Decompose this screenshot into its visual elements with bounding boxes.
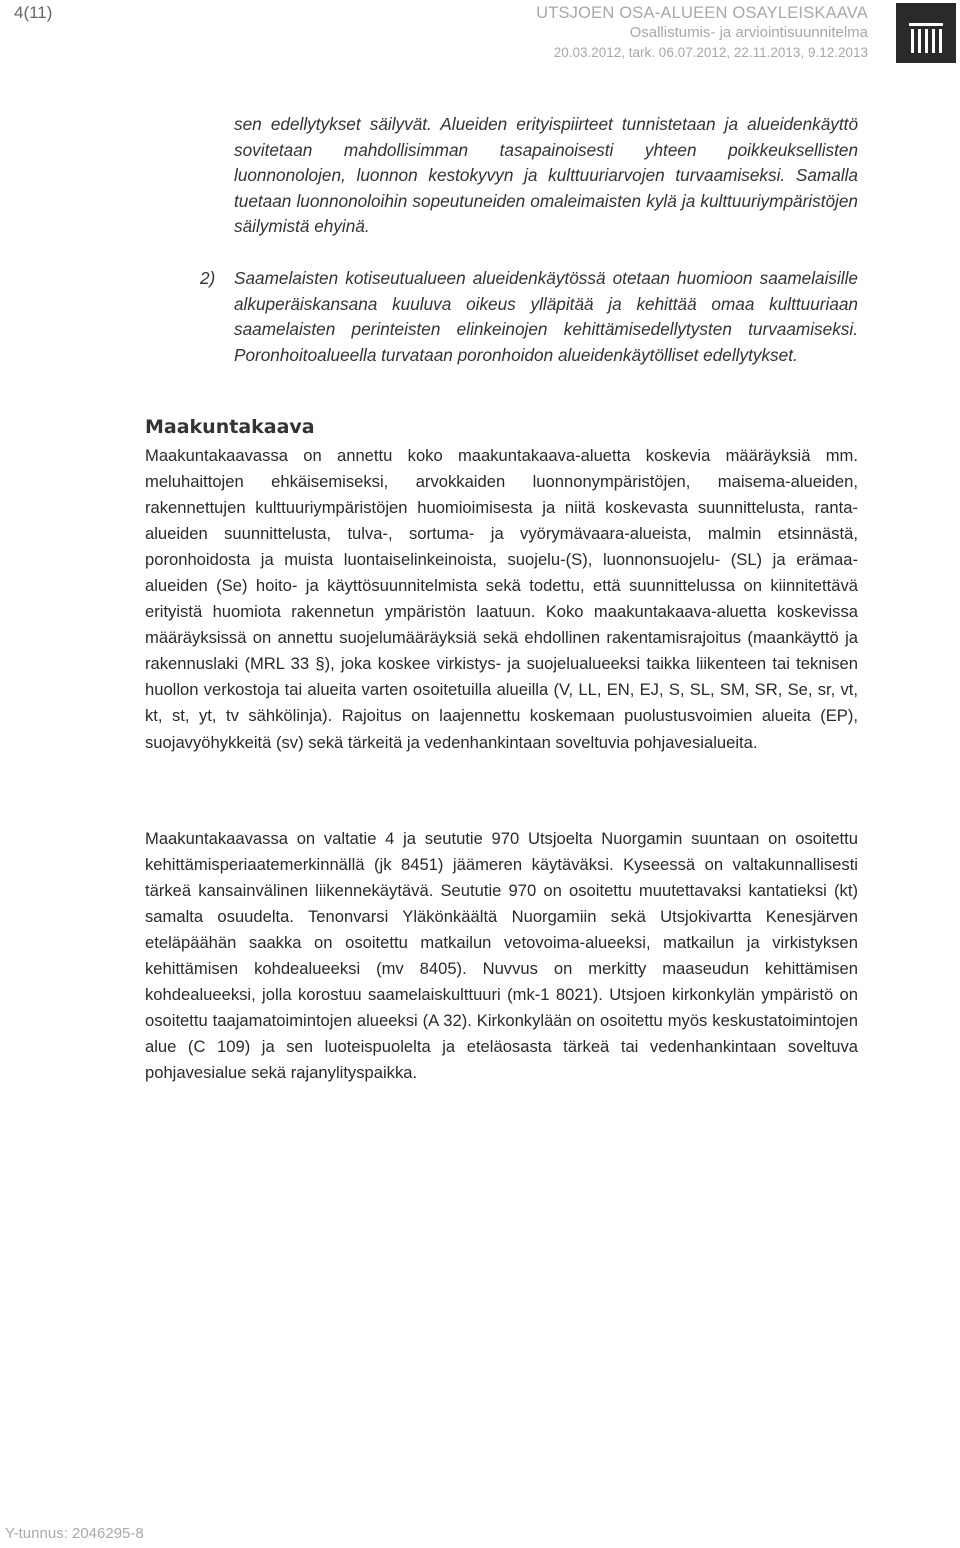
document-subtitle: Osallistumis- ja arviointisuunnitelma [629, 24, 868, 41]
list-item-number: 2) [200, 268, 216, 288]
numbered-list-item [200, 266, 858, 368]
columns-logo-icon [896, 3, 956, 63]
intro-italic-text [234, 112, 858, 240]
intro-paragraph: sen edellytykset säilyvät. Alueiden erityispiirteet tunnistetaan ja alueidenkäyttö sovitetaan mahdollisimman tasapainoisesti yhteen poikkeuksellisten luonnonolojen, luonnon kestokyvyn ja kulttuuriarvojen turvaamiseksi. Samalla tuetaan luonnonoloihin sopeutuneiden omaleimaisten kylä ja kulttuuriympäristöjen säilymistä ehyinä. [234, 114, 858, 237]
body-paragraph-1: Maakuntakaavassa on annettu koko maakuntakaava-aluetta koskevia määräyksiä mm. meluhaittojen ehkäisemiseksi, arvokkaiden luonnonympäristöjen, maisema-alueiden, rakennettujen kulttuuriympäristöjen huomioimisesta ja niitä koskevasta suunnittelusta, ranta-alueiden suunnittelusta, tulva-, sortuma- ja vyörymävaara-alueista, malmin etsinnästä, poronhoidosta ja muista luontaiselinkeinoista, suojelu-(S), luonnonsuojelu- (SL) ja erämaa-alueiden (Se) hoito- ja käyttösuunnitelmista sekä todettu, että suunnittelussa on kiinnitettävä erityistä huomiota rakennetun ympäristön laatuun. Koko maakuntakaava-aluetta koskevissa määräyksissä on annettu suojelumääräyksiä sekä ehdollinen rakentamisrajoitus (maankäyttö ja rakennuslaki (MRL 33 §), joka koskee virkistys- ja suojelualueeksi taikka liikenteen tai teknisen huollon verkostoja tai alueita varten osoitetuilla alueilla (V, LL, EN, EJ, S, SL, SM, SR, Se, sr, vt, kt, st, yt, tv sähkölinja). Rajoitus on laajennettu koskemaan puolustusvoimien alueita (EP), suojavyöhykkeitä (sv) sekä tärkeitä ja vedenhankintaan soveltuvia pohjavesialueita. [145, 446, 858, 752]
footer-business-id: Y-tunnus: 2046295-8 [5, 1525, 144, 1542]
list-item-text: Saamelaisten kotiseutualueen alueidenkäytössä otetaan huomioon saamelaisille alkuperäiskansana kuuluva oikeus ylläpitää ja kehittää omaa kulttuuriaan saamelaisten perinteisten elinkeinojen kehittämisedellytysten turvaamiseksi. Poronhoitoalueella turvataan poronhoidon alueidenkäytölliset edellytykset. [234, 268, 858, 365]
document-title: UTSJOEN OSA-ALUEEN OSAYLEISKAAVA [536, 4, 868, 22]
page-number: 4(11) [14, 3, 53, 22]
revision-dates: 20.03.2012, tark. 06.07.2012, 22.11.2013, 9.12.2013 [553, 45, 868, 60]
body-paragraph-2: Maakuntakaavassa on valtatie 4 ja seututie 970 Utsjoelta Nuorgamin suuntaan on osoitettu kehittämisperiaatemerkinnällä (jk 8451) jäämeren käytäväksi. Kyseessä on valtakunnallisesti tärkeä kansainvälinen liikennekäytävä. Seututie 970 on osoitettu muutettavaksi kantatieksi (kt) samalta osuudelta. Tenonvarsi Yläkönkäältä Nuorgamiin sekä Utsjokivartta Kenesjärven eteläpäähän saakka on osoitettu matkailun vetovoima-alueeksi, matkailun ja virkistyksen kehittämisen kohdealueeksi (mv 8405). Nuvvus on merkitty maaseudun kehittämisen kohdealueeksi, jolla korostuu saamelaiskulttuuri (mk-1 8021). Utsjoen kirkonkylän ympäristö on osoitettu taajamatoimintojen alueeksi (A 32). Kirkonkylään on osoitettu myös keskustatoimintojen alue (C 109) ja sen luoteispuolelta ja eteläosasta tärkeä tai vedenhankintaan soveltuva pohjavesialue sekä rajanylityspaikka. [145, 829, 858, 1083]
section-heading: Maakuntakaava [145, 416, 315, 438]
document-header [428, 3, 868, 63]
logo-graphic [896, 3, 956, 63]
